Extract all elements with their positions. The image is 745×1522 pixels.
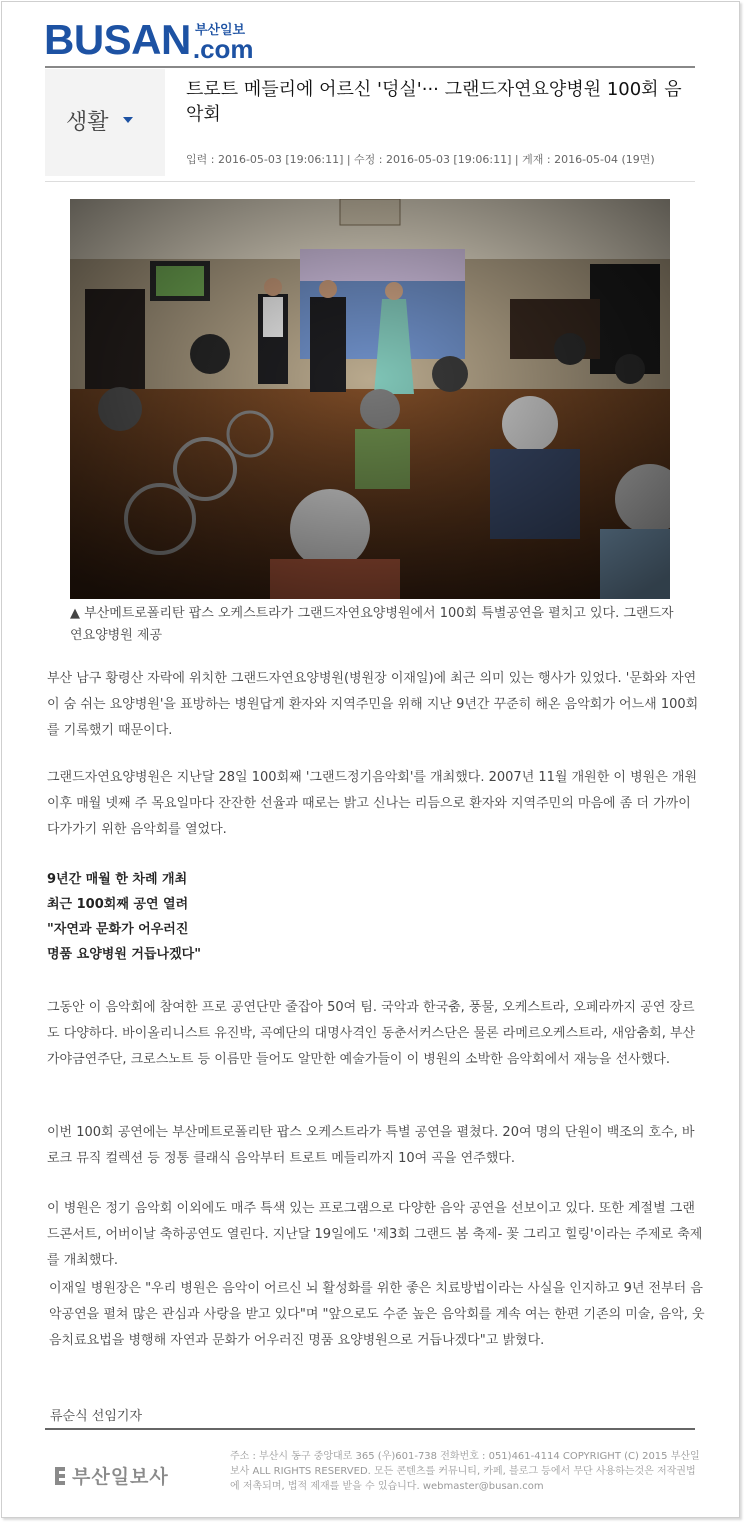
- concert-photo-illustration: [70, 199, 670, 599]
- subhead-line: 최근 100회째 공연 열려: [47, 897, 189, 912]
- busan-logo[interactable]: [44, 16, 254, 64]
- photo-caption: ▲ 부산메트로폴리탄 팝스 오케스트라가 그랜드자연요양병원에서 100회 특별공연을 펼치고 있다. 그랜드자연요양병원 제공: [70, 606, 674, 643]
- section-label: 생활: [66, 110, 109, 135]
- article-paragraph-6: 이재일 병원장은 "우리 병원은 음악이 어르신 뇌 활성화를 위한 좋은 치료방법이라는 사실을 인지하고 9년 전부터 음악공연을 펼쳐 많은 관심과 사랑을 받고 있다"며 "앞으로도 수준 높은 음악회를 계속 여는 한편 기존의 미술, 음악, 웃음치료요법을 병행해 자연과 문화가 어우러진 명품 요양병원으로 거듭나겠다"고 밝혔다.: [49, 1281, 705, 1348]
- busan-ilbo-mark-icon: [52, 1465, 68, 1487]
- meta-divider: [45, 181, 695, 182]
- logo-busan-text: BUSAN: [44, 16, 191, 63]
- article-paragraph-2: 그랜드자연요양병원은 지난달 28일 100회째 '그랜드정기음악회'를 개최했다. 2007년 11월 개원한 이 병원은 개원 이후 매월 넷째 주 목요일마다 잔잔한 선율과 때로는 밝고 신나는 리듬으로 환자와 지역주민의 마음에 좀 더 가까이 다가가기 위한 음악회를 열었다.: [47, 770, 698, 837]
- article-paragraph-3: 그동안 이 음악회에 참여한 프로 공연단만 줄잡아 50여 팀. 국악과 한국춤, 풍물, 오케스트라, 오페라까지 공연 장르도 다양하다. 바이올리니스트 유진박, 곡예단의 대명사격인 동춘서커스단은 물론 라메르오케스트라, 새암춤회, 부산가야금연주단, 크로스노트 등 이름만 들어도 알만한 예술가들이 이 병원의 소박한 음악회에서 재능을 선사했다.: [47, 1000, 696, 1067]
- article-paragraph-4: 이번 100회 공연에는 부산메트로폴리탄 팝스 오케스트라가 특별 공연을 펼쳤다. 20여 명의 단원이 백조의 호수, 바로크 뮤직 컬렉션 등 정통 클래식 음악부터 트로트 메들리까지 10여 곡을 연주했다.: [47, 1125, 695, 1166]
- article-headline: 트로트 메들리에 어르신 '덩실'··· 그랜드자연요양병원 100회 음악회: [186, 79, 682, 125]
- caret-down-icon: [123, 117, 133, 123]
- header-divider: [45, 66, 695, 68]
- section-dropdown[interactable]: [45, 69, 165, 176]
- logo-korean-text: 부산일보: [194, 23, 246, 38]
- footer-info: 주소 : 부산시 동구 중앙대로 365 (우)601-738 전화번호 : 051)461-4114 COPYRIGHT (C) 2015 부산일보사 ALL RIGHTS RESERVED. 모든 콘텐츠를 커뮤니티, 카페, 블로그 등에서 무단 사용하는것은 저작권법에 저촉되며, 법적 제재를 받을 수 있습니다. webmaster@busan.com: [230, 1451, 700, 1492]
- article-meta: 입력 : 2016-05-03 [19:06:11] | 수정 : 2016-05-03 [19:06:11] | 게재 : 2016-05-04 (19면): [186, 153, 655, 166]
- subhead-line: "자연과 문화가 어우러진: [47, 922, 189, 937]
- article-paragraph-5: 이 병원은 정기 음악회 이외에도 매주 특색 있는 프로그램으로 다양한 음악 공연을 선보이고 있다. 또한 계절별 그랜드콘서트, 어버이날 축하공연도 열린다. 지난달 19일에도 '제3회 그랜드 봄 축제- 꽃 그리고 힐링'이라는 주제로 축제를 개최했다.: [47, 1201, 703, 1268]
- footer-logo: [52, 1462, 169, 1489]
- article-byline: 류순식 선임기자: [50, 1409, 143, 1424]
- article-subheads: [47, 867, 201, 967]
- subhead-line: 명품 요양병원 거듭나겠다": [47, 947, 201, 962]
- footer-divider: [45, 1428, 695, 1430]
- article-paragraph-1: 부산 남구 황령산 자락에 위치한 그랜드자연요양병원(병원장 이재일)에 최근 의미 있는 행사가 있었다. '문화와 자연이 숨 쉬는 요양병원'을 표방하는 병원답게 환자와 지역주민을 위해 지난 9년간 꾸준히 해온 음악회가 어느새 100회를 기록했기 때문이다.: [47, 671, 699, 738]
- footer-logo-text: 부산일보사: [72, 1466, 169, 1488]
- subhead-line: 9년간 매월 한 차례 개최: [47, 872, 188, 887]
- logo-side: [192, 23, 254, 64]
- logo-domain-text: .com: [192, 34, 254, 64]
- article-photo: [70, 199, 670, 599]
